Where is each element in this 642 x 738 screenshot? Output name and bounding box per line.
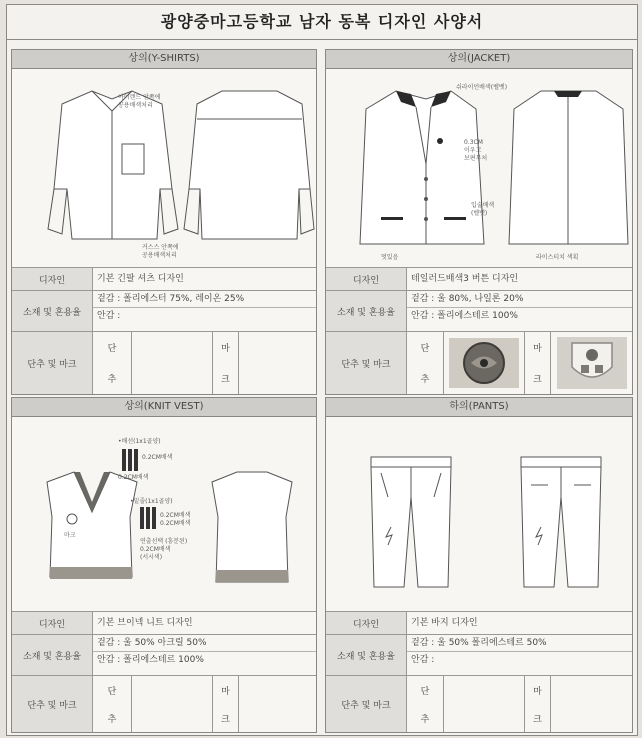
document-title: 광양중마고등학교 남자 동복 디자인 사양서	[7, 5, 637, 40]
jacket-drawing	[326, 69, 632, 264]
shirt-annotation-3: 커스스 안쪽에	[142, 244, 179, 251]
vest-drawing	[12, 417, 316, 607]
vest-lining-fabric: 안감 : 폴리에스테르 100%	[93, 651, 316, 668]
vest-button-row	[12, 675, 316, 732]
shirt-material-row	[12, 290, 316, 331]
shirt-back	[184, 91, 314, 239]
vest-spec-table	[12, 611, 316, 732]
vest-annotation-3: 0.2CM배색	[118, 474, 149, 481]
shirt-button-label: 단추 및 마크	[12, 332, 93, 394]
pants-mark-char-1: 마	[533, 686, 542, 697]
vest-button-label: 단추 및 마크	[12, 676, 93, 732]
vest-annotation-10: (서시색)	[140, 554, 163, 561]
shirt-outer-fabric: 겉감 : 폴리에스터 75%, 레이온 25%	[97, 294, 245, 304]
vest-back	[212, 472, 292, 582]
vest-front	[47, 472, 137, 579]
shirt-mark-char-2: 크	[221, 375, 230, 385]
shirt-spec-table	[12, 267, 316, 394]
vest-annotation-1: •배선(1x1골양)	[118, 438, 161, 445]
shirt-design-label: 디자인	[12, 268, 93, 290]
jacket-material-label: 소재 및 혼용율	[326, 291, 407, 331]
pants-spec-table	[326, 611, 632, 732]
jacket-button-char-1: 단	[420, 344, 430, 354]
vest-panel	[11, 397, 317, 733]
pants-front	[371, 457, 451, 587]
vest-annotation-8: 연출선택 (흥분된)	[140, 538, 188, 545]
jacket-button-row	[326, 331, 632, 394]
shirt-button-image-slot	[132, 332, 213, 394]
shirt-button-row	[12, 331, 316, 394]
spec-sheet	[6, 4, 638, 736]
pants-button-label: 단추 및 마크	[326, 676, 407, 732]
vest-outer-fabric: 겉감 : 울 50% 아크릴 50%	[97, 638, 207, 648]
vest-mark-image-slot	[239, 676, 316, 732]
button-emblem-icon	[449, 338, 519, 388]
vest-heading: 상의(KNIT VEST)	[12, 398, 316, 417]
pants-material-label: 소재 및 혼용율	[326, 635, 407, 675]
pants-button-char-1: 단	[420, 686, 430, 697]
pants-back	[521, 457, 601, 587]
jacket-annotation-3: 이우고	[464, 147, 482, 154]
jacket-mark-char-2: 크	[533, 375, 542, 385]
jacket-annotation-4: 보편부처	[464, 155, 488, 162]
vest-annotation-6: 0.2CM배색	[160, 520, 191, 527]
jacket-back	[509, 91, 628, 244]
jacket-annotation-7: 멋있음	[381, 254, 399, 261]
school-badge-icon	[557, 337, 627, 389]
jacket-heading: 상의(JACKET)	[326, 50, 632, 69]
jacket-panel	[325, 49, 633, 395]
vest-annotation-2: 0.2CM배색	[142, 454, 173, 461]
vest-mark-char-1: 마	[221, 686, 230, 697]
shirt-annotation-2: 공용배색처리	[118, 102, 153, 109]
shirt-mark-char-1: 마	[221, 344, 230, 354]
jacket-button-char-2: 추	[420, 375, 430, 385]
pants-design-value: 기본 바지 디자인	[411, 618, 478, 628]
shirt-panel	[11, 49, 317, 395]
pants-mark-image-slot	[551, 676, 632, 732]
pants-outer-fabric: 겉감 : 울 50% 폴리에스테르 50%	[411, 638, 547, 648]
jacket-outer-fabric: 겉감 : 울 80%, 나일론 20%	[411, 294, 524, 304]
shirt-annotation-4: 공용배색처리	[142, 252, 177, 259]
pants-button-image-slot	[444, 676, 525, 732]
pants-material-row	[326, 634, 632, 675]
vest-annotation-4: •밑줄(1x1골양)	[130, 498, 173, 505]
vest-design-row	[12, 611, 316, 634]
vest-annotation-7: 마크	[64, 532, 76, 539]
vest-annotation-9: 0.2CM배색	[140, 546, 171, 553]
pants-lining-fabric: 안감 :	[407, 651, 632, 668]
jacket-mark-char-1: 마	[533, 344, 542, 354]
shirt-lining-fabric: 안감 :	[93, 307, 316, 324]
jacket-annotation-5: 입술배색	[471, 202, 495, 209]
pants-button-char-2: 추	[420, 714, 430, 725]
pants-heading: 하의(PANTS)	[326, 398, 632, 417]
jacket-design-value: 테일러드배색3 버튼 디자인	[411, 274, 519, 284]
shirt-button-char-1: 단	[107, 344, 117, 354]
shirt-design-row	[12, 267, 316, 290]
shirt-drawing	[12, 69, 316, 264]
jacket-front	[360, 91, 484, 244]
pants-mark-char-2: 크	[533, 714, 542, 725]
jacket-annotation-1: 쉬라이언배색(벨벳)	[456, 84, 508, 91]
vest-button-image-slot	[132, 676, 213, 732]
jacket-annotation-2: 0.3CM	[464, 139, 483, 146]
jacket-annotation-8: 라이스티치 색획	[536, 254, 579, 261]
shirt-material-label: 소재 및 혼용율	[12, 291, 93, 331]
pants-button-row	[326, 675, 632, 732]
pants-design-row	[326, 611, 632, 634]
vest-design-label: 디자인	[12, 612, 93, 634]
vest-design-value: 기본 브이넥 니트 디자인	[97, 618, 193, 628]
shirt-mark-image-slot	[239, 332, 316, 394]
jacket-design-row	[326, 267, 632, 290]
jacket-material-row	[326, 290, 632, 331]
vest-material-row	[12, 634, 316, 675]
shirt-button-char-2: 추	[107, 375, 117, 385]
jacket-design-label: 디자인	[326, 268, 407, 290]
shirt-annotation-1: 아이랜드 안쪽에	[118, 94, 161, 101]
pants-drawing	[326, 417, 632, 607]
shirt-front	[48, 91, 178, 239]
shirt-heading: 상의(Y-SHIRTS)	[12, 50, 316, 69]
vest-button-char-2: 추	[107, 714, 117, 725]
jacket-annotation-6: (벨벳)	[471, 210, 488, 217]
vest-button-char-1: 단	[107, 686, 117, 697]
pants-design-label: 디자인	[326, 612, 407, 634]
vest-mark-char-2: 크	[221, 714, 230, 725]
jacket-mark-photo	[551, 332, 632, 394]
jacket-button-photo	[444, 332, 525, 394]
jacket-spec-table	[326, 267, 632, 394]
jacket-lining-fabric: 안감 : 폴리에스테르 100%	[407, 307, 632, 324]
pants-panel	[325, 397, 633, 733]
jacket-button-label: 단추 및 마크	[326, 332, 407, 394]
shirt-design-value: 기본 긴팔 셔츠 디자인	[97, 274, 184, 284]
vest-annotation-5: 0.2CM배색	[160, 512, 191, 519]
vest-material-label: 소재 및 혼용율	[12, 635, 93, 675]
